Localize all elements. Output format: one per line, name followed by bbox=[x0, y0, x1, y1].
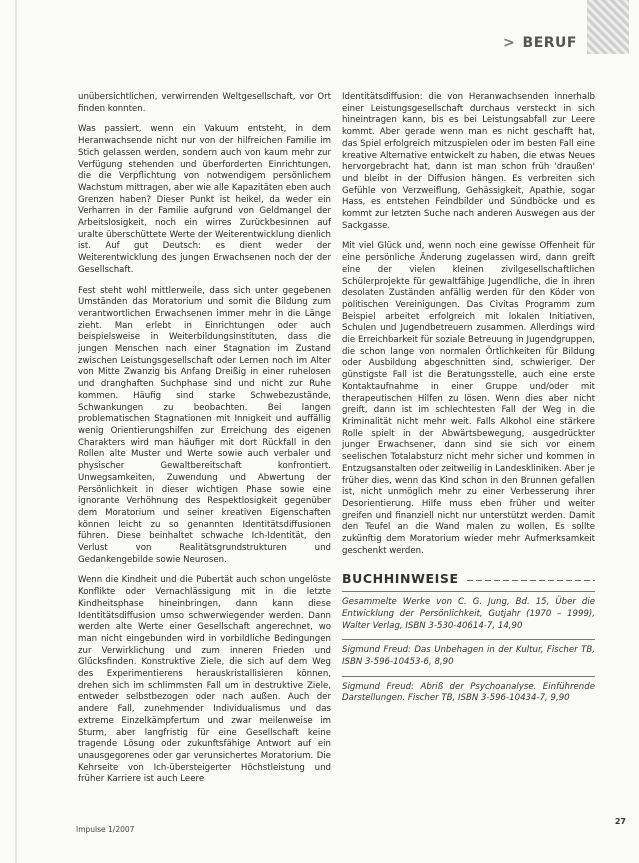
page-number: 27 bbox=[614, 817, 626, 826]
left-paragraph-4: Wenn die Kindheit und die Pubertät auch schon ungelöste Konflikte oder Vernachlässigung mit in die letzte Kindheitsphase hineinbringen, dann kann diese Identitätsdiffusion umso schwerwiegender werden. Dann werden alte Werte einer Gesellschaft angerechnet, wo man nicht eingebunden wird in vorbildliche Bedingungen zur Verwirklichung und zum inneren Frieden und Glücksfinden. Konstruktive Ziele, die sich auf dem Weg des Experimentierens herauskristallisieren können, drehen sich im schlimmsten Fall um in destruktive Ziele, entweder selbstbezogen oder nach außen. Auch der andere Fall, zunehmender Individualismus und das extreme Einzelkämpfertum und zwar meilenweise im Sturm, aber langfristig für eine Gesellschaft keine tragende Lösung oder zukunftsfähige Antwort auf ein unausgegorenes oder gar verunsichertes Moratorium. Die Kehrseite von Ich-übersteigerter Höchstleistung und früher Karriere ist auch Leere bbox=[78, 575, 331, 785]
book-tips-box bbox=[342, 573, 595, 712]
left-paragraph-3: Fest steht wohl mittlerweile, dass sich unter gegebenen Umständen das Moratorium und somit die Bildung zum verantwortlichen Erwachsenen immer mehr in die Länge zieht. Man erlebt in Einrichtungen oder auch beispielsweise in Weiterbildungsinstituten, dass die jungen Menschen nach einer Stagnation im Zustand zwischen Leistungsgesellschaft oder Lernen noch im Alter von Mitte Zwanzig bis Anfang Dreißig in einer ruhelosen und dranghaften Suchphase sind und nicht zur Ruhe kommen. Häufig sind starke Schwebezustände, Schwankungen zu beobachten. Bei langen problematischen Stagnationen mit Innigkeit und auffällig wenig Orientierungshilfen zur Erreichung des eigenen Charakters wird man häufiger mit dort Rückfall in den Rollen alte Muster und Werte sowie auch verbaler und physischer Gewaltbereitschaft konfrontiert. Unwegsamkeiten, Zuwendung und Abwertung der Persönlichkeit in dieser wichtigen Phase sowie eine ignorante Verhöhnung des Respektlosigkeit gegenüber dem Moratorium und seiner kreativen Eigenschaften können leicht zu so genannten Identitätsdiffusionen führen. Diese beinhaltet schwache Ich-Identität, den Verlust von Realitätsgrundstrukturen und Gedankengebilde sowie Neurosen. bbox=[78, 285, 331, 565]
section-label bbox=[503, 35, 577, 51]
right-paragraph-1: Identitätsdiffusion: die von Heranwachsenden innerhalb einer Leistungsgesellschaft durchaus versteckt in sich hineintragen kann, bis es bei Leistungsabfall zur Leere kommt. Aber gerade wenn man es nicht geschafft hat, das Spiel erfolgreich mitzuspielen oder im besten Fall eine kreative Alternative entwickelt zu haben, die etwas Neues hervorgebracht hat, dann ist man schon früh 'draußen' und bleibt in der Diffusion hängen. Es verbreiten sich Gefühle von Verzweiflung, Gehässigkeit, Apathie, sogar Hass, es entstehen Feindbilder und Sündböcke und es kommt zur letzten Suche nach anderen Auswegen aus der Sackgasse. bbox=[342, 92, 595, 231]
issue-footer: Impulse 1/2007 bbox=[76, 825, 135, 834]
book-tip-entry: Sigmund Freud: Das Unbehagen in der Kultur, Fischer TB, ISBN 3-596-10453-6, 8,90 bbox=[342, 639, 595, 675]
left-column bbox=[78, 92, 331, 795]
book-tip-entry: Gesammelte Werke von C. G. Jung, Bd. 15, Über die Entwicklung der Persönlichkeit, Gutjahr (1970 – 1999), Walter Verlag, ISBN 3-530-40614-7, 14,90 bbox=[342, 591, 595, 639]
book-tips-heading: BUCHHINWEISE bbox=[342, 571, 459, 587]
chevron-right-icon: > bbox=[502, 35, 516, 51]
book-tips-header bbox=[342, 573, 595, 585]
book-tip-entry: Sigmund Freud: Abriß der Psychoanalyse. Einführende Darstellungen. Fischer TB, ISBN 3-596-10434-7, 9,90 bbox=[342, 676, 595, 712]
corner-tab-pattern bbox=[587, 0, 629, 54]
left-paragraph-1: unübersichtlichen, verwirrenden Weltgesellschaft, vor Ort finden konnten. bbox=[78, 92, 331, 114]
book-tips-dashed-rule bbox=[467, 580, 595, 581]
binding-edge bbox=[15, 0, 17, 863]
left-paragraph-2: Was passiert, wenn ein Vakuum entsteht, in dem Heranwachsende nicht nur von der hilfreichen Familie im Stich gelassen werden, sondern auch von kaum mehr zur Verfügung stehenden und überforderten Einrichtungen, die die Verpflichtung von notwendigem persönlichem Wachstum mittragen, aber wie alle Kapazitäten eben auch Grenzen haben? Dieser Punkt ist heikel, da weder ein Verharren in der Familie aufgrund von Geldmangel der Arbeitslosigkeit, noch ein wirres Zurückbesinnen auf uralte überschüttete Werte der Weiterentwicklung dienlich ist. Auf gut Deutsch: es dient weder der Weiterentwicklung des jungen Erwachsenen noch der der Gesellschaft. bbox=[78, 124, 331, 275]
section-label-text: BERUF bbox=[522, 35, 577, 51]
right-paragraph-2: Mit viel Glück und, wenn noch eine gewisse Offenheit für eine persönliche Änderung zugelassen wird, dann greift eine der vielen kleinen zivilgesellschaftlichen Schülerprojekte für gewaltfähige Jugendliche, die in ihren desolaten Zuständen anfällig werden für den Köder von politischen Vereinigungen. Das Civitas Programm zum Beispiel arbeitet erfolgreich mit lokalen Initiativen, Schulen und Jugendbetreuern zusammen. Allerdings wird die Erreichbarkeit für soziale Betreuung in Jugendgruppen, die schon lange von normalen Örtlichkeiten für Bildung oder Ausbildung abgeschnitten sind, schwieriger. Der günstigste Fall ist die Beratungsstelle, auch eine erste Kontaktaufnahme in einer Gruppe und/oder mit therapeutischen Hilfen zu lösen. Wenn dies aber nicht greift, dann ist im schlechtesten Fall der Weg in die Kriminalität nicht mehr weit. Falls Alkohol eine stärkere Rolle spielt in der Abwärtsbewegung, ausgedrückter junger Erwachsener, dann sind sie sich vor einem seelischen Totalabsturz nicht mehr sicher und kommen in Entzugsanstalten oder zeitweilig in Landeskliniken. Aber je früher dies, wenn das Kind schon in den Brunnen gefallen ist, nicht unmöglich mehr zu einer Verbesserung ihrer Desorientierung. Hilfe muss eben früher und weiter greifen und finanziell nicht nur unterstützt werden. Damit den Teufel an die Wand malen zu wollen, Es sollte zukünftig dem Moratorium wieder mehr Aufmerksamkeit geschenkt werden. bbox=[342, 241, 595, 556]
right-column bbox=[342, 92, 595, 712]
